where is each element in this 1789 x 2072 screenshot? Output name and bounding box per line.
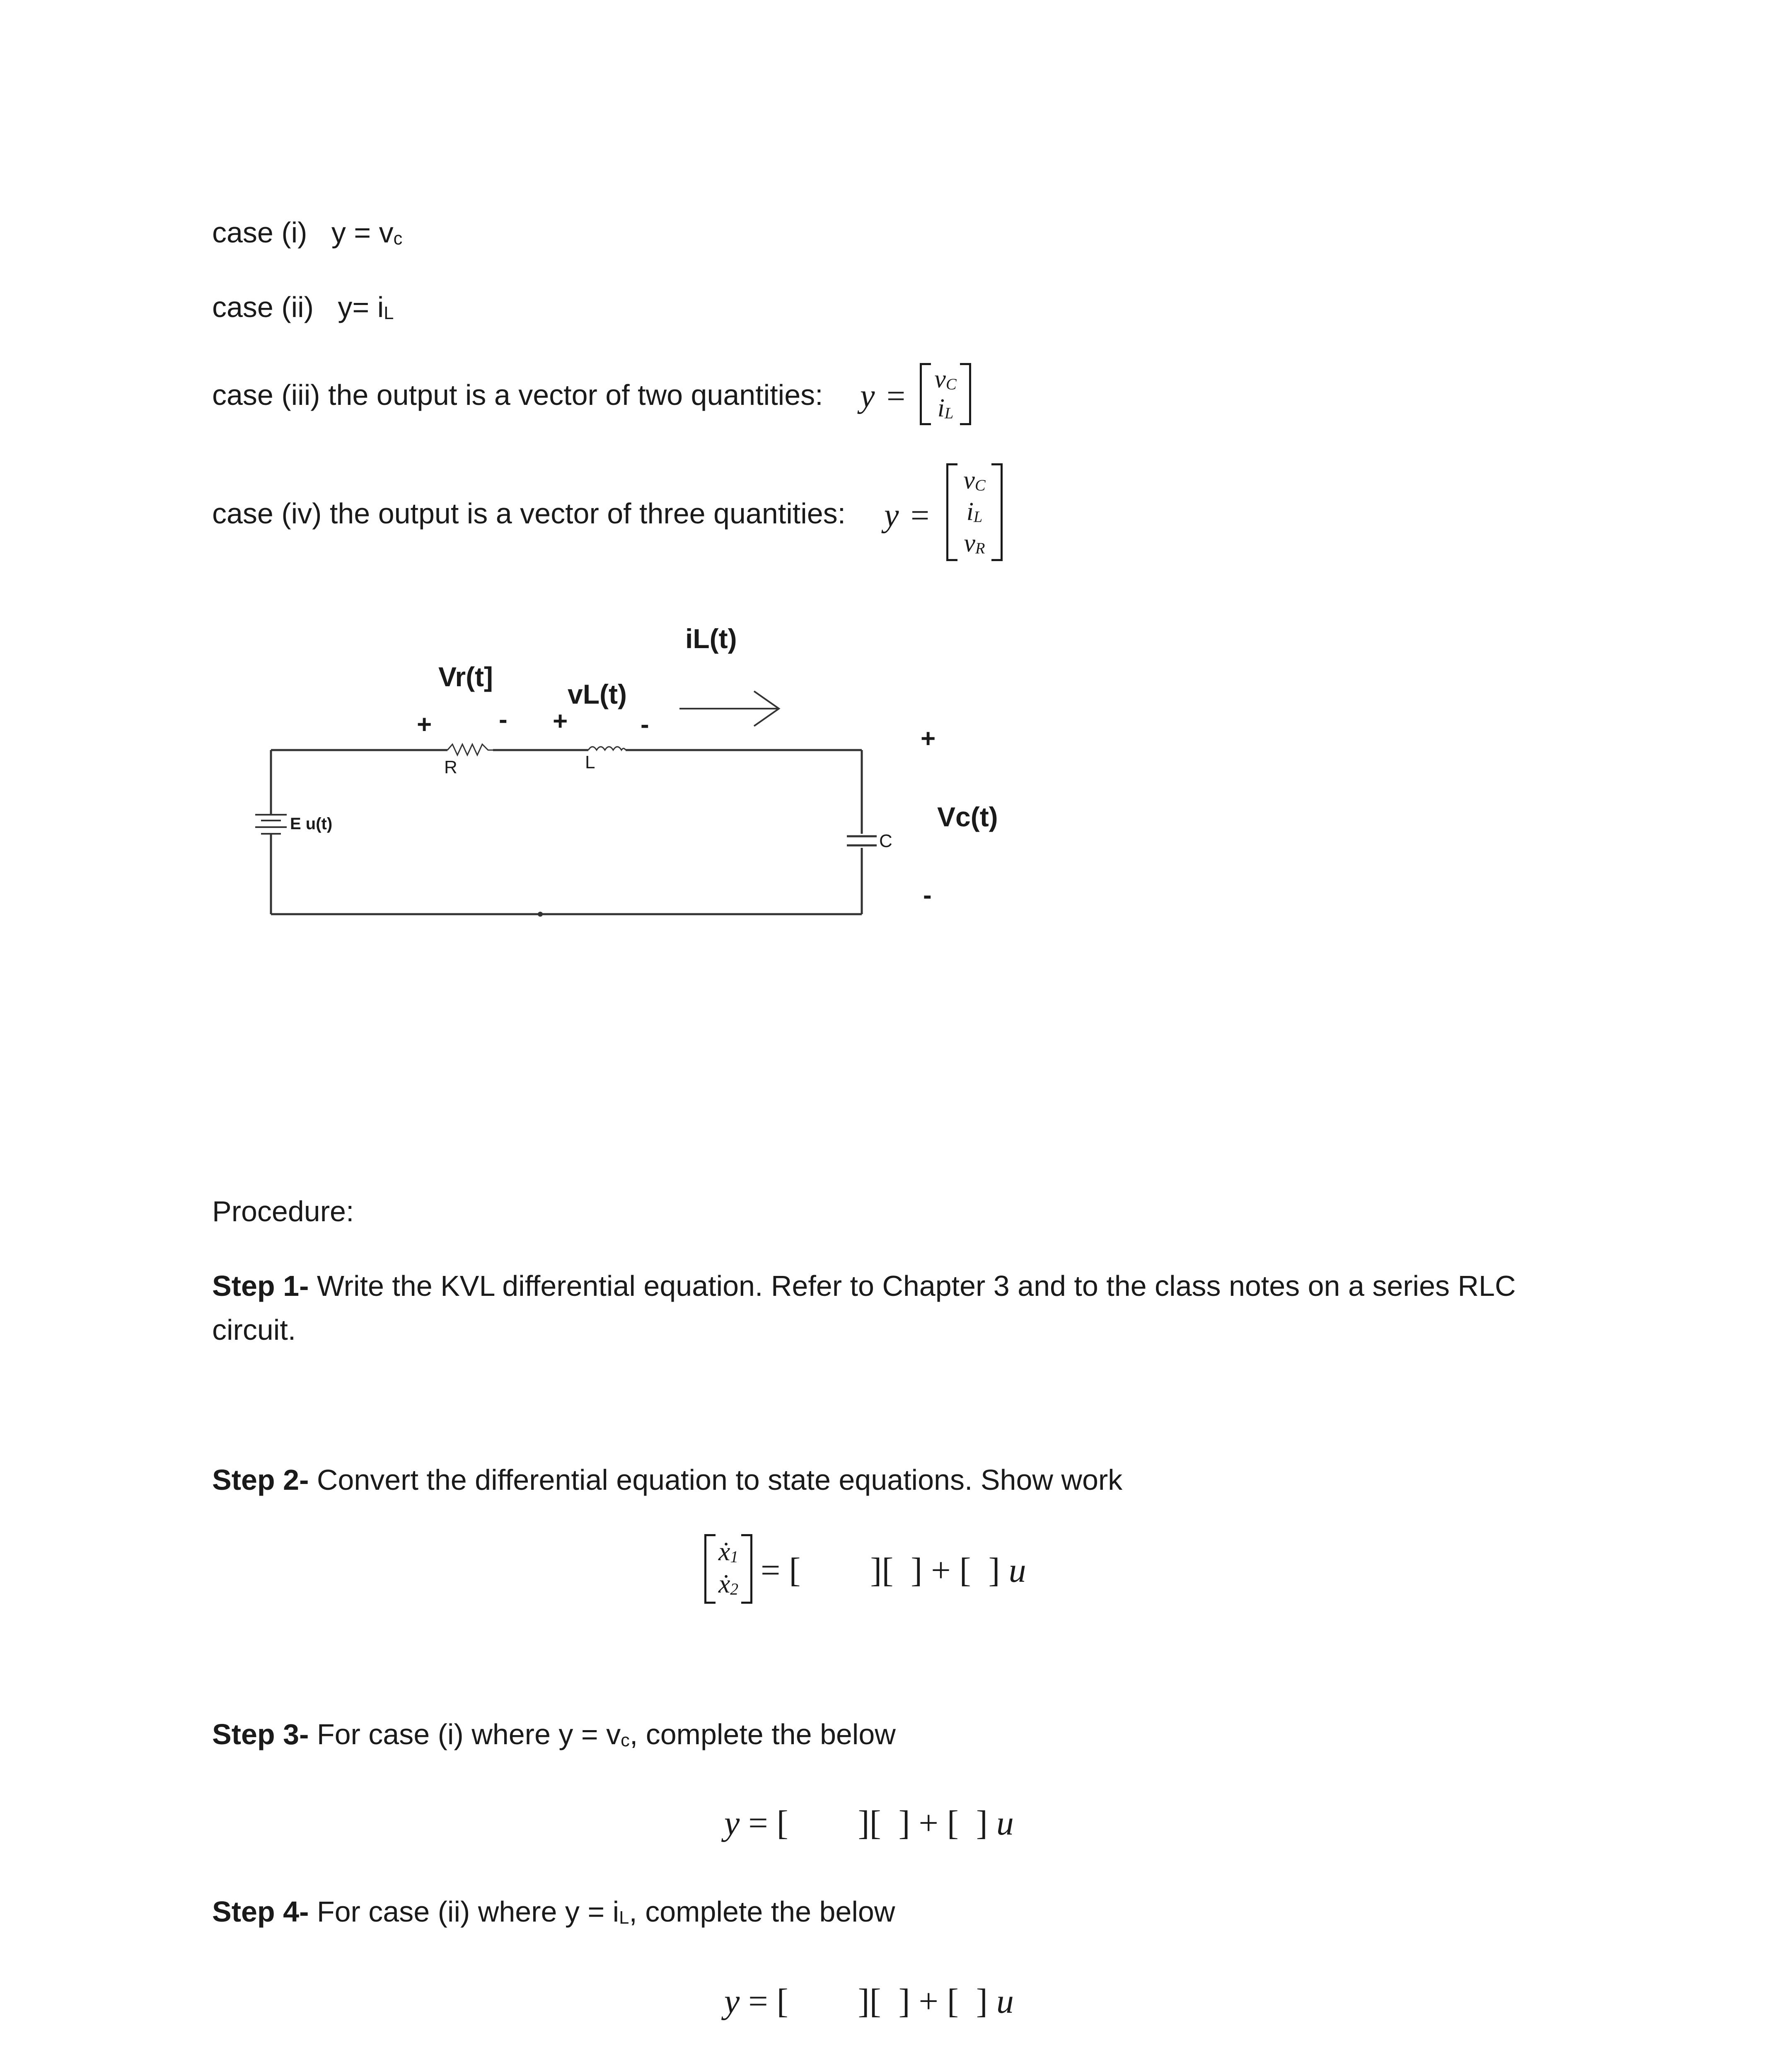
- step3-line: [212, 1720, 896, 1750]
- vr-plus: +: [417, 710, 432, 739]
- step3-label: Step 3-: [212, 1718, 309, 1750]
- case-i-sub: c: [393, 229, 403, 249]
- step1-line2: circuit.: [212, 1314, 296, 1346]
- case-iii-il: iL: [937, 394, 954, 422]
- step4-label: Step 4-: [212, 1895, 309, 1928]
- resistor-symbol: [447, 744, 493, 755]
- output-equation-case-ii: y = [ ][ ] + [ ] u: [724, 1982, 1014, 2021]
- case-iv-vr: vR: [964, 529, 985, 557]
- step3-text: For case (i) where y = v: [309, 1718, 621, 1750]
- step1-line: [212, 1271, 1516, 1300]
- il-label: iL(t): [685, 623, 737, 654]
- state-vector-xdot: [704, 1534, 752, 1604]
- vl-label: vL(t): [568, 679, 627, 709]
- case-i-expr: y = v: [331, 216, 394, 249]
- case-i-label: case (i): [212, 216, 307, 249]
- vc-minus: -: [923, 881, 932, 910]
- step1-text: Write the KVL differential equation. Refer to Chapter 3 and to the class notes on a series RLC: [309, 1270, 1516, 1302]
- step2-label: Step 2-: [212, 1464, 309, 1496]
- case-ii-expr: y= i: [338, 291, 384, 323]
- procedure-heading: Procedure:: [212, 1195, 354, 1227]
- case-iii-y: y: [860, 378, 875, 414]
- case-iv-equals: =: [911, 497, 930, 534]
- case-ii-label: case (ii): [212, 291, 314, 323]
- step4-text-end: , complete the below: [629, 1895, 895, 1928]
- step3-sub: c: [621, 1731, 630, 1751]
- ground-node-dot: [538, 912, 543, 917]
- output-equation-case-i: y = [ ][ ] + [ ] u: [724, 1804, 1014, 1842]
- source-label: E u(t): [290, 815, 333, 833]
- step4-line: [212, 1897, 895, 1927]
- case-iii-vc: vC: [934, 365, 957, 393]
- case-ii-sub: L: [384, 303, 394, 324]
- step4-sub: L: [619, 1908, 629, 1928]
- x1-dot: ẋ1: [718, 1537, 739, 1566]
- vr-label: Vr(t]: [438, 661, 493, 692]
- state-equation-rhs: = [ ][ ] + [ ] u: [761, 1551, 1026, 1590]
- step1-label: Step 1-: [212, 1270, 309, 1302]
- case-iv-il: iL: [966, 498, 983, 526]
- step2-text: Convert the differential equation to state equations. Show work: [309, 1464, 1123, 1496]
- resistor-label: R: [444, 757, 457, 777]
- case-iii-equals: =: [887, 378, 906, 414]
- step2-line: [212, 1465, 1122, 1494]
- inductor-symbol: [588, 747, 626, 750]
- vc-plus: +: [921, 724, 936, 753]
- step3-text-end: , complete the below: [629, 1718, 896, 1750]
- capacitor-label: C: [879, 831, 892, 851]
- vl-plus: +: [553, 707, 568, 736]
- vr-minus: -: [499, 705, 508, 734]
- case-iv-vc: vC: [963, 466, 986, 494]
- vl-minus: -: [641, 710, 649, 739]
- x2-dot: ẋ2: [718, 1569, 739, 1598]
- case-iv-y: y: [884, 497, 899, 534]
- case-iii-text: case (iii) the output is a vector of two quantities:: [212, 379, 823, 411]
- step4-text: For case (ii) where y = i: [309, 1895, 619, 1928]
- vc-label: Vc(t): [937, 801, 998, 832]
- inductor-label: L: [585, 752, 595, 772]
- case-iv-text: case (iv) the output is a vector of three quantities:: [212, 497, 846, 530]
